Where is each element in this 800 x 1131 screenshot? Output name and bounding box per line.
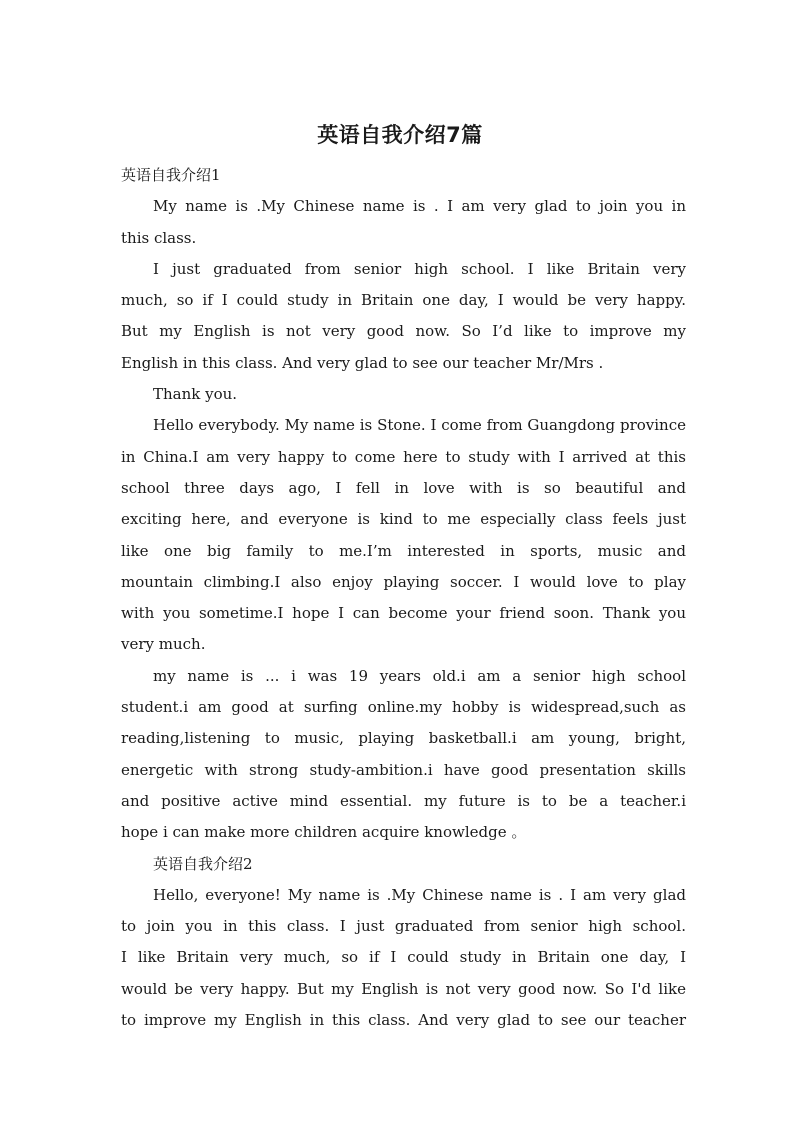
paragraph-line: my name is ... i was 19 years old.i am a senior high school [153,666,686,685]
document-title: 英语自我介绍7篇 [317,123,483,147]
paragraph-line: energetic with strong study-ambition.i have good presentation skills [121,760,686,779]
paragraph-line: Thank you. [153,385,238,404]
paragraph-line: English in this class. And very glad to see our teacher Mr/Mrs . [121,353,604,372]
paragraph-line: would be very happy. But my English is not very good now. So I'd like [121,979,686,998]
document-body [121,160,686,1036]
paragraph-line: I just graduated from senior high school. I like Britain very [153,259,686,278]
paragraph-line: much, so if I could study in Britain one day, I would be very happy. [121,291,686,310]
paragraph-line: to join you in this class. I just graduated from senior high school. [121,917,686,936]
paragraph-line: But my English is not very good now. So I’d like to improve my [121,322,686,341]
paragraph-line: My name is .My Chinese name is . I am very glad to join you in [153,197,686,216]
paragraph-line: I like Britain very much, so if I could study in Britain one day, I [121,948,686,967]
paragraph-line: and positive active mind essential. my future is to be a teacher.i [121,791,686,810]
paragraph-line: to improve my English in this class. And very glad to see our teacher [121,1011,686,1030]
section-heading: 英语自我介绍1 [121,166,221,184]
paragraph-line: mountain climbing.I also enjoy playing soccer. I would love to play [121,572,686,591]
paragraph-line: hope i can make more children acquire knowledge 。 [121,823,527,842]
paragraph-line: school three days ago, I fell in love with is so beautiful and [121,478,686,497]
paragraph-line: in China.I am very happy to come here to study with I arrived at this [121,447,686,466]
paragraph-line: with you sometime.I hope I can become your friend soon. Thank you [121,604,686,623]
paragraph-line: very much. [121,635,206,654]
paragraph-line: like one big family to me.I’m interested in sports, music and [121,541,686,560]
paragraph-line: this class. [121,228,197,247]
paragraph-line: Hello, everyone! My name is .My Chinese name is . I am very glad [153,885,686,904]
section-heading: 英语自我介绍2 [153,854,253,873]
paragraph-line: exciting here, and everyone is kind to me especially class feels just [121,510,686,529]
paragraph-line: reading,listening to music, playing basketball.i am young, bright, [121,729,686,748]
paragraph-line: Hello everybody. My name is Stone. I come from Guangdong province [153,416,686,435]
paragraph-line: student.i am good at surfing online.my hobby is widespread,such as [121,698,686,717]
